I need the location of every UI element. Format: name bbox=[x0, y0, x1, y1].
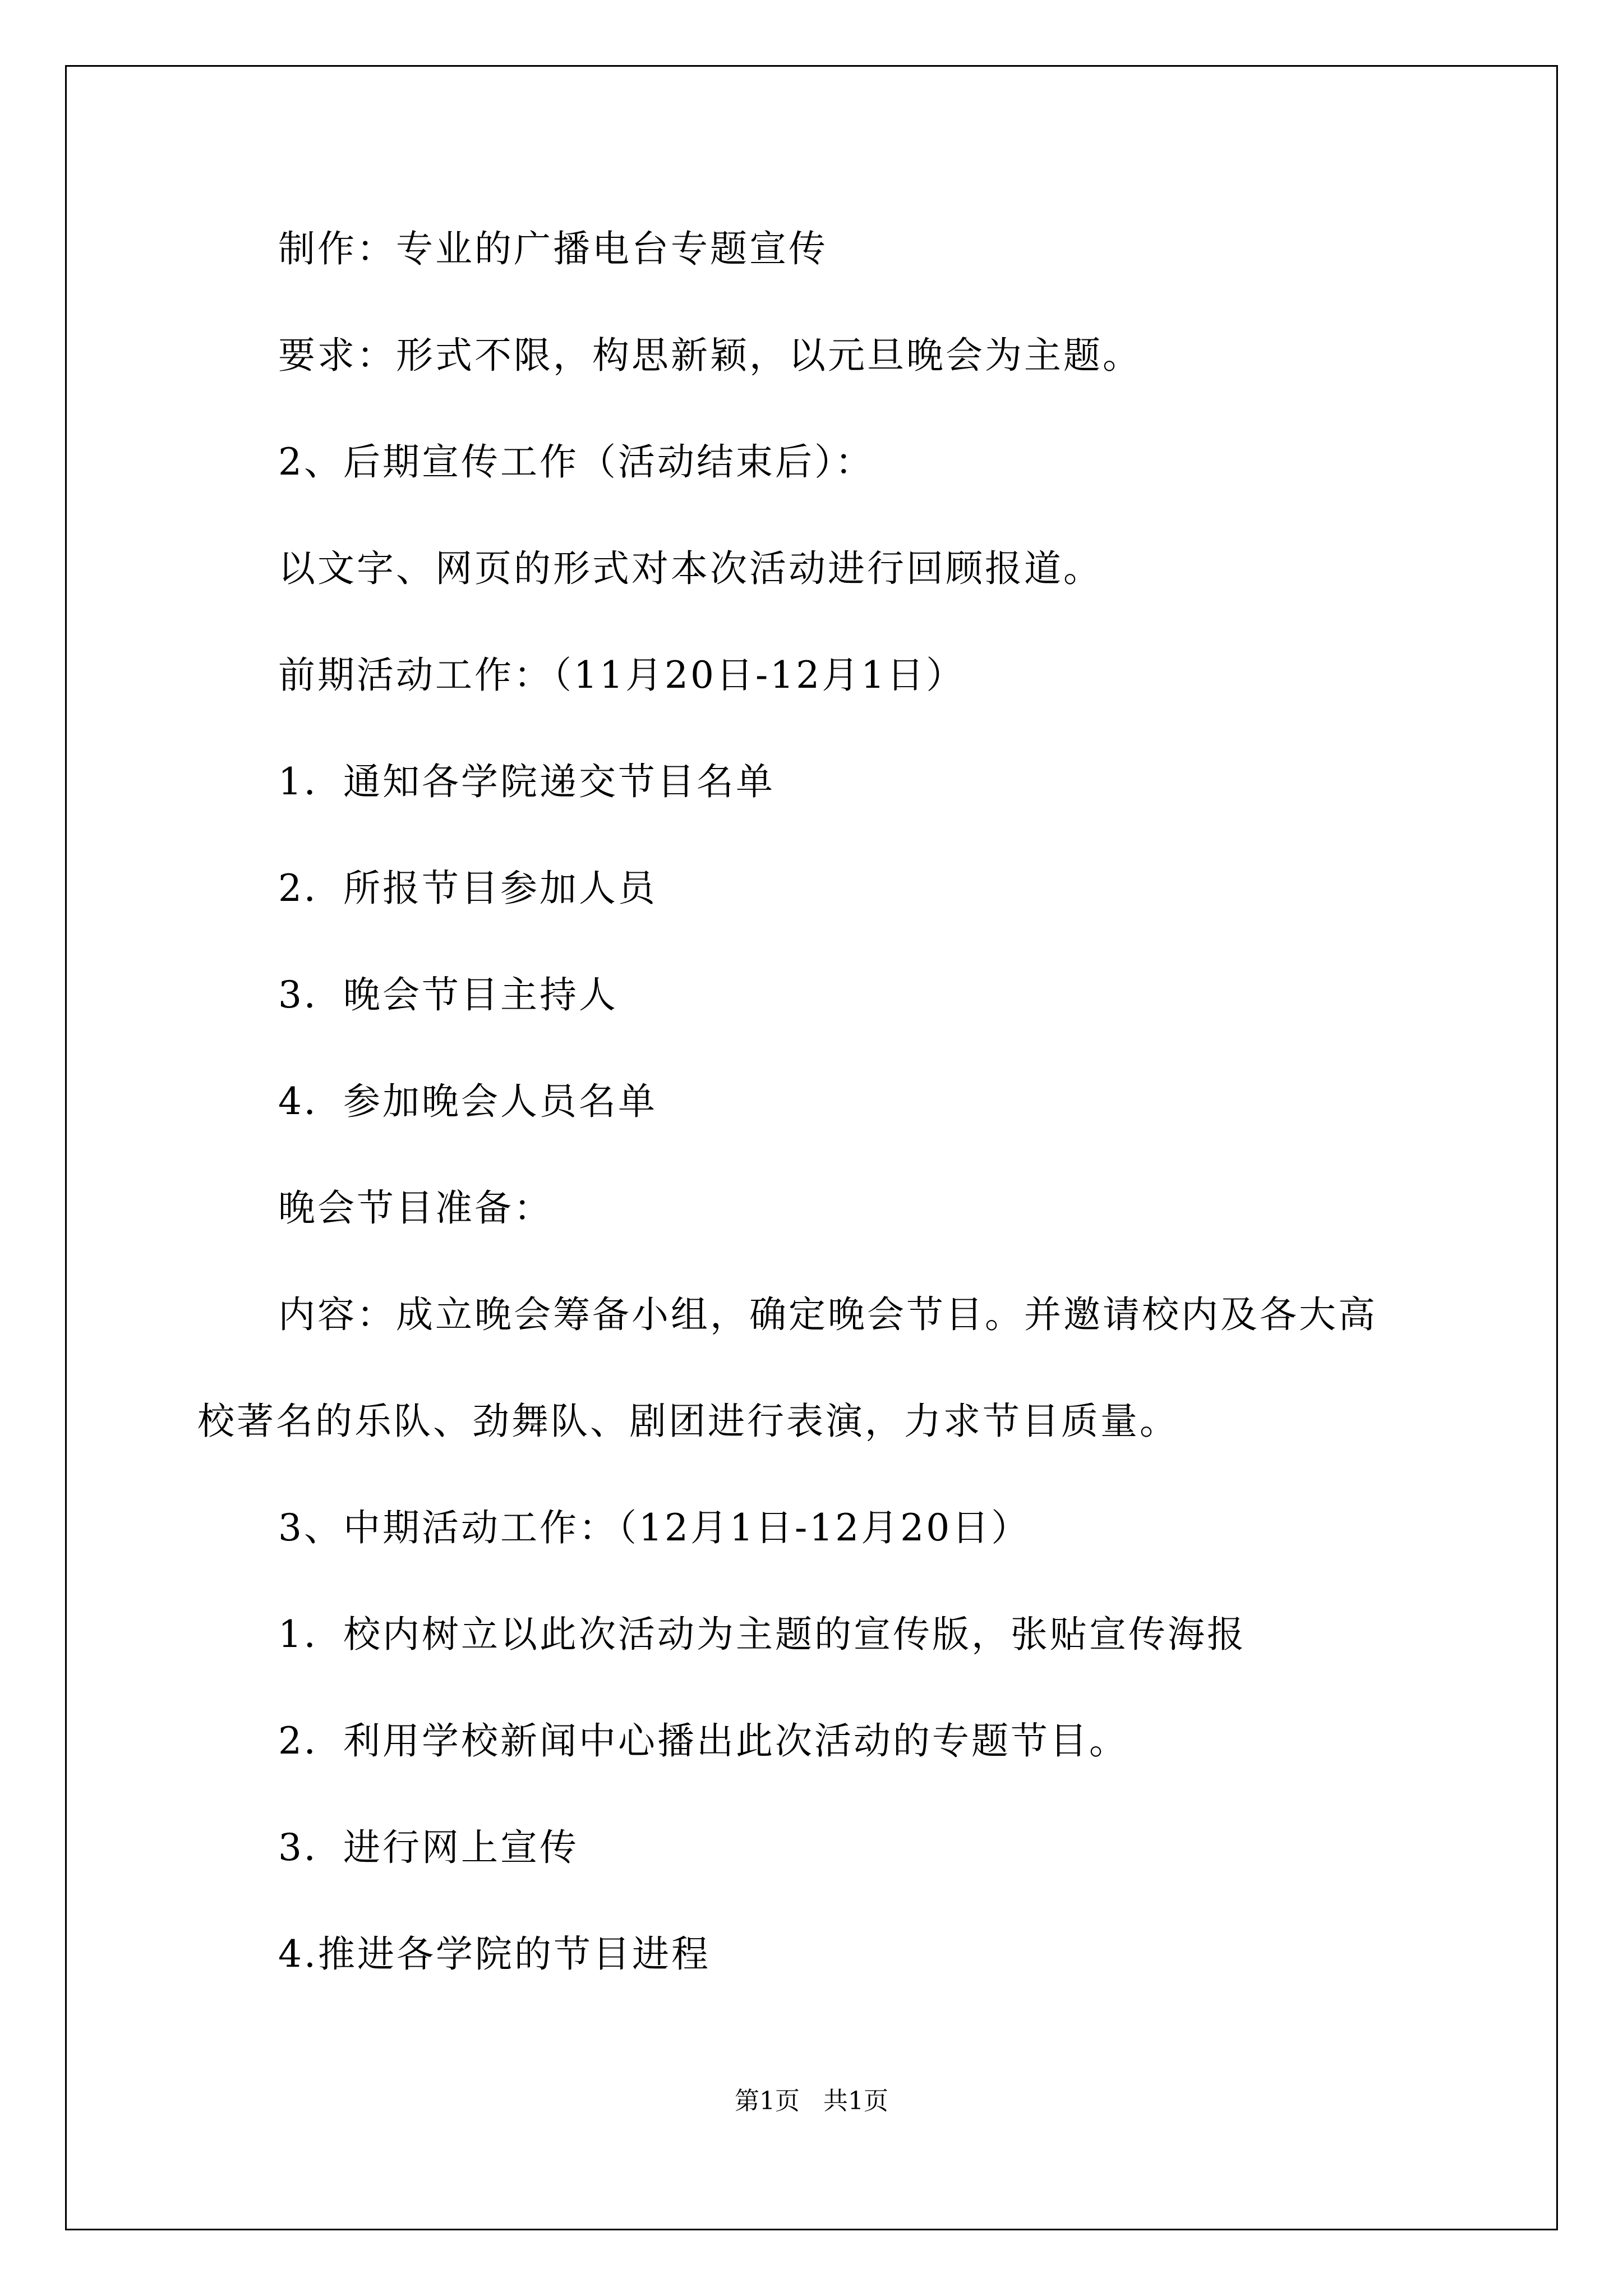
page-footer: 第1页 共1页 bbox=[735, 2087, 888, 2115]
page-border bbox=[65, 65, 1558, 2230]
text-line-content-continuation: 校著名的乐队、劲舞队、剧团进行表演，力求节目质量。 bbox=[197, 1400, 1179, 1443]
text-line-early-work-heading: 前期活动工作：（11月20日-12月1日） bbox=[278, 654, 966, 697]
list-item-early-1: 1．通知各学院递交节目名单 bbox=[278, 760, 775, 803]
text-line-requirements: 要求：形式不限，构思新颖，以元旦晚会为主题。 bbox=[278, 334, 1142, 377]
list-item-mid-3: 3．进行网上宣传 bbox=[278, 1826, 579, 1869]
text-line-content-first: 内容：成立晚会筹备小组，确定晚会节目。并邀请校内及各大高 bbox=[278, 1293, 1377, 1336]
text-line-production: 制作：专业的广播电台专题宣传 bbox=[278, 227, 828, 270]
list-item-mid-2: 2．利用学校新闻中心播出此次活动的专题节目。 bbox=[278, 1719, 1128, 1763]
list-item-early-3: 3．晚会节目主持人 bbox=[278, 973, 618, 1016]
text-line-post-publicity-heading: 2、后期宣传工作（活动结束后）： bbox=[278, 440, 874, 484]
text-line-program-prep-heading: 晚会节目准备： bbox=[278, 1186, 553, 1230]
list-item-early-4: 4．参加晚会人员名单 bbox=[278, 1080, 657, 1123]
list-item-mid-1: 1．校内树立以此次活动为主题的宣传版，张贴宣传海报 bbox=[278, 1613, 1246, 1656]
text-line-mid-work-heading: 3、中期活动工作：（12月1日-12月20日） bbox=[278, 1506, 1031, 1549]
text-line-post-publicity-detail: 以文字、网页的形式对本次活动进行回顾报道。 bbox=[278, 547, 1103, 590]
list-item-early-2: 2．所报节目参加人员 bbox=[278, 867, 657, 910]
list-item-mid-4: 4.推进各学院的节目进程 bbox=[278, 1932, 711, 1976]
